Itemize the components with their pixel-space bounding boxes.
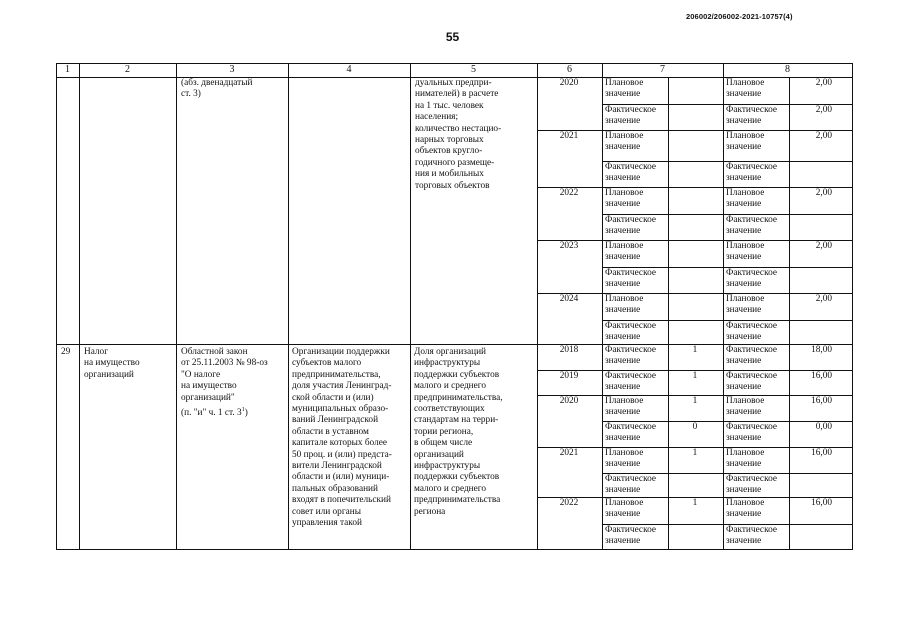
year-cell: 2020 [559, 396, 579, 406]
column-rule [410, 63, 411, 550]
col8-label: Фактическое значение [726, 525, 777, 547]
col7-label: Фактическое значение [605, 162, 656, 184]
column-rule [56, 63, 57, 550]
column-rule [602, 63, 603, 550]
header-cell-3: 3 [229, 64, 235, 75]
col8-label: Фактическое значение [726, 105, 777, 127]
year-cell: 2023 [559, 241, 579, 251]
col7-value: 1 [692, 396, 698, 406]
col8-label: Фактическое значение [726, 422, 777, 444]
col7-value: 1 [692, 371, 698, 381]
col8-value: 2,00 [815, 78, 832, 88]
col7-label: Плановое значение [605, 448, 644, 470]
reference-close: ) [244, 408, 248, 419]
col8-label: Плановое значение [726, 448, 765, 470]
row-29-number: 29 [61, 347, 71, 357]
year-cell: 2019 [559, 371, 579, 381]
reference-text: (п. "и" ч. 1 ст. 3 [181, 408, 242, 419]
page-number: 55 [445, 30, 460, 44]
col8-label: Плановое значение [726, 396, 765, 418]
row29-col5-text: Доля организаций инфраструктуры поддержки субъектов малого и среднего предпринимательства, соответствующих стандартам на терри- тории региона, в общем числе организаций инфраструктуры поддержки субъектов малого и среднего предпринимательства региона [414, 347, 503, 517]
column-rule [79, 63, 80, 550]
col8-label: Плановое значение [726, 188, 765, 210]
year-cell: 2022 [559, 498, 579, 508]
col7-value: 1 [692, 498, 698, 508]
col7-value: 1 [692, 345, 698, 355]
header-cell-1: 1 [65, 64, 70, 75]
col7-label: Плановое значение [605, 498, 644, 520]
col7-label: Плановое значение [605, 241, 644, 263]
document-id: 206002/206002-2021-10757(4) [686, 12, 793, 21]
col7-label: Фактическое значение [605, 422, 656, 444]
col8-value: 2,00 [815, 131, 832, 141]
col8-label: Фактическое значение [726, 474, 777, 496]
column-rule [723, 63, 724, 550]
col8-value: 16,00 [811, 498, 832, 508]
col7-label: Фактическое значение [605, 345, 656, 367]
header-cell-8: 8 [785, 64, 790, 75]
col7-label: Фактическое значение [605, 105, 656, 127]
header-cell-7: 7 [660, 64, 665, 75]
col8-value: 16,00 [811, 396, 832, 406]
col8-value: 2,00 [815, 188, 832, 198]
reference-superscript: 1 [241, 407, 245, 413]
col8-label: Фактическое значение [726, 371, 777, 393]
col8-value: 18,00 [811, 345, 832, 355]
col8-label: Фактическое значение [726, 345, 777, 367]
col8-label: Плановое значение [726, 294, 765, 316]
col7-label: Плановое значение [605, 188, 644, 210]
col7-value-rule [668, 77, 669, 549]
year-cell: 2021 [559, 131, 579, 141]
row29-col3-text: Областной закон от 25.11.2003 № 98-оз "О налоге на имущество организаций" [181, 347, 268, 403]
col8-value: 2,00 [815, 105, 832, 115]
col8-value: 2,00 [815, 294, 832, 304]
col7-value: 1 [692, 448, 698, 458]
col7-label: Плановое значение [605, 78, 644, 100]
col8-label: Плановое значение [726, 241, 765, 263]
col8-label: Фактическое значение [726, 162, 777, 184]
col7-label: Фактическое значение [605, 525, 656, 547]
row29-col4-text: Организации поддержки субъектов малого предпринимательства, доля участия Ленинград- ской области и (или) муниципальных образо- ваний Ленинградской области в уставном капитале которых более 50 проц. и (или) предста- вители Ленинградской области и (или) муници- пальных образований входят в попечительский совет или органы управления такой [292, 347, 392, 529]
cont-col5-text: дуальных предпри- нимателей) в расчете на 1 тыс. человек населения; количество нестацио- нарных торговых объектов кругло- годичного размеще- ния и мобильных торговых объектов [415, 78, 502, 191]
col7-label: Фактическое значение [605, 474, 656, 496]
col8-label: Плановое значение [726, 498, 765, 520]
col7-label: Фактическое значение [605, 321, 656, 343]
row29-col3-reference [181, 405, 248, 420]
year-cell: 2021 [559, 448, 579, 458]
col7-label: Фактическое значение [605, 371, 656, 393]
year-cell: 2020 [559, 78, 579, 88]
col7-label: Фактическое значение [605, 268, 656, 290]
row29-col2-text: Налог на имущество организаций [84, 347, 140, 380]
column-rule [176, 63, 177, 550]
col7-value: 0 [692, 422, 698, 432]
header-cell-6: 6 [567, 64, 572, 75]
col7-label: Фактическое значение [605, 215, 656, 237]
year-cell: 2022 [559, 188, 579, 198]
col8-label: Фактическое значение [726, 215, 777, 237]
year-cell: 2024 [559, 294, 579, 304]
header-cell-4: 4 [346, 64, 352, 75]
col7-label: Плановое значение [605, 131, 644, 153]
col8-value: 16,00 [811, 448, 832, 458]
col8-label: Фактическое значение [726, 268, 777, 290]
col8-value: 2,00 [815, 241, 832, 251]
column-rule [852, 63, 853, 550]
col8-value: 16,00 [811, 371, 832, 381]
header-cell-2: 2 [125, 64, 130, 75]
col8-label: Фактическое значение [726, 321, 777, 343]
column-rule [288, 63, 289, 550]
col7-label: Плановое значение [605, 396, 644, 418]
col8-label: Плановое значение [726, 131, 765, 153]
col8-value: 0,00 [815, 422, 832, 432]
col8-value-rule [789, 77, 790, 549]
year-cell: 2018 [559, 345, 579, 355]
col7-label: Плановое значение [605, 294, 644, 316]
header-cell-5: 5 [471, 64, 476, 75]
col8-label: Плановое значение [726, 78, 765, 100]
cont-col3-text: (абз. двенадцатый ст. 3) [181, 78, 253, 100]
